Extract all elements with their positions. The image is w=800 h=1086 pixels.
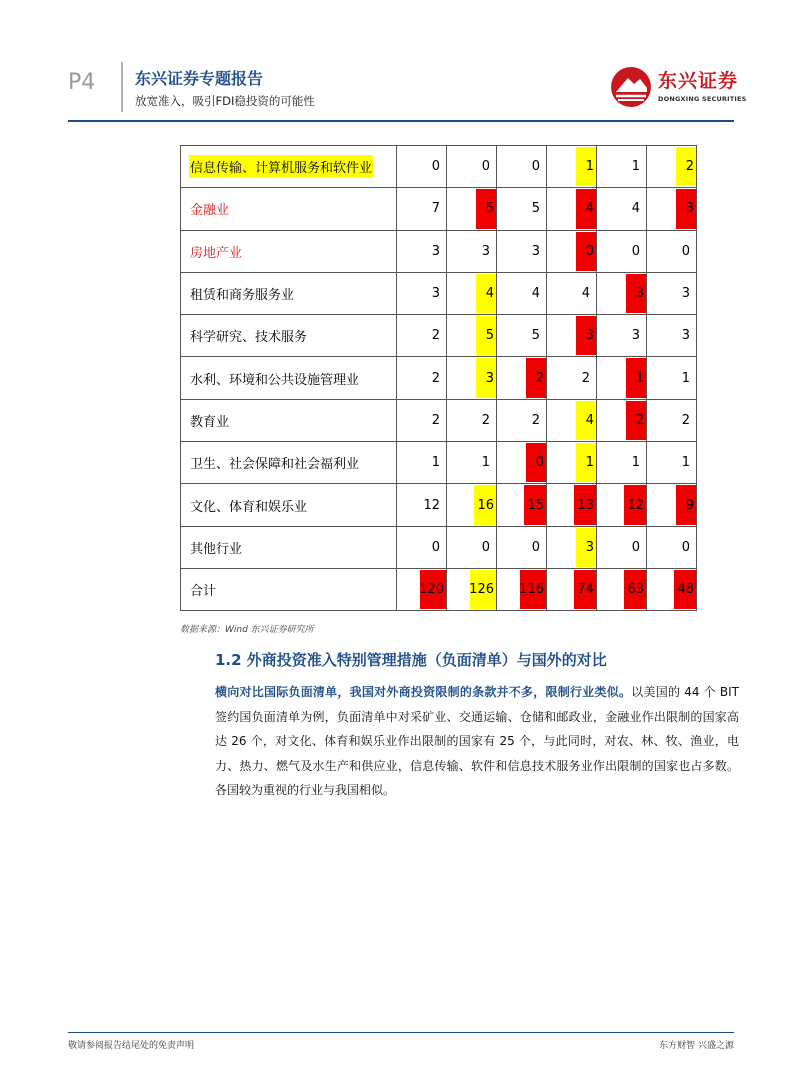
cell-value: 2 — [581, 370, 590, 386]
cell-value: 2 — [681, 412, 690, 428]
value-cell — [497, 568, 547, 610]
row-label: 金融业 — [190, 203, 230, 219]
value-cell — [397, 526, 447, 568]
cell-value: 5 — [531, 328, 540, 344]
value-cell — [647, 399, 697, 441]
value-cell — [397, 399, 447, 441]
cell-value: 9 — [676, 485, 696, 524]
cell-value: 0 — [631, 539, 640, 555]
cell-value: 3 — [576, 528, 596, 567]
value-cell — [647, 357, 697, 399]
row-label: 房地产业 — [190, 245, 243, 261]
cell-value: 3 — [431, 286, 440, 302]
section-title: 1.2 外商投资准入特别管理措施（负面清单）与国外的对比 — [215, 651, 607, 669]
value-cell — [547, 568, 597, 610]
table-row — [181, 272, 697, 314]
value-cell — [597, 146, 647, 188]
value-cell — [497, 230, 547, 272]
cell-value: 13 — [574, 485, 596, 524]
cell-value: 3 — [676, 189, 696, 228]
row-label-cell — [181, 146, 397, 188]
value-cell — [497, 357, 547, 399]
cell-value: 1 — [431, 455, 440, 471]
value-cell — [397, 230, 447, 272]
cell-value: 3 — [681, 328, 690, 344]
cell-value: 0 — [526, 443, 546, 482]
cell-value: 3 — [681, 286, 690, 302]
cell-value: 0 — [576, 232, 596, 271]
row-label-cell — [181, 230, 397, 272]
row-label: 文化、体育和娱乐业 — [190, 499, 308, 515]
cell-value: 15 — [524, 485, 546, 524]
cell-value: 4 — [581, 286, 590, 302]
row-label-cell — [181, 484, 397, 526]
value-cell — [647, 526, 697, 568]
value-cell — [647, 188, 697, 230]
value-cell — [597, 188, 647, 230]
cell-value: 1 — [681, 455, 690, 471]
cell-value: 2 — [526, 358, 546, 397]
row-label-cell — [181, 272, 397, 314]
value-cell — [497, 484, 547, 526]
cell-value: 3 — [631, 328, 640, 344]
row-label: 卫生、社会保障和社会福利业 — [190, 457, 360, 473]
value-cell — [447, 230, 497, 272]
paragraph-lead: 横向对比国际负面清单，我国对外商投资限制的条款并不多，限制行业类似。 — [215, 685, 632, 699]
value-cell — [597, 357, 647, 399]
value-cell — [547, 442, 597, 484]
value-cell — [397, 188, 447, 230]
value-cell — [447, 442, 497, 484]
table-row — [181, 146, 697, 188]
cell-value: 2 — [481, 412, 490, 428]
value-cell — [397, 484, 447, 526]
value-cell — [547, 526, 597, 568]
value-cell — [447, 272, 497, 314]
cell-value: 2 — [626, 401, 646, 440]
value-cell — [447, 357, 497, 399]
value-cell — [447, 188, 497, 230]
row-label: 信息传输、计算机服务和软件业 — [189, 155, 373, 178]
header-separator — [121, 62, 123, 112]
cell-value: 3 — [481, 243, 490, 259]
cell-value: 0 — [631, 243, 640, 259]
row-label-cell — [181, 315, 397, 357]
cell-value: 1 — [481, 455, 490, 471]
value-cell — [597, 484, 647, 526]
value-cell — [447, 568, 497, 610]
logo-text-cn: 东兴证券 — [658, 70, 739, 92]
cell-value: 2 — [431, 412, 440, 428]
cell-value: 5 — [531, 201, 540, 217]
value-cell — [647, 315, 697, 357]
row-label: 教育业 — [190, 414, 230, 430]
value-cell — [547, 230, 597, 272]
row-label-cell — [181, 526, 397, 568]
table-row — [181, 399, 697, 441]
value-cell — [597, 568, 647, 610]
value-cell — [547, 146, 597, 188]
table-row — [181, 188, 697, 230]
dongxing-logo — [610, 66, 747, 112]
cell-value: 74 — [574, 570, 596, 609]
table-row — [181, 357, 697, 399]
value-cell — [547, 315, 597, 357]
value-cell — [647, 272, 697, 314]
value-cell — [547, 357, 597, 399]
cell-value: 0 — [481, 159, 490, 175]
value-cell — [447, 399, 497, 441]
dongxing-logo-icon — [610, 66, 652, 108]
table-row — [181, 526, 697, 568]
footer-rule — [68, 1032, 734, 1033]
value-cell — [447, 315, 497, 357]
report-subtitle: 放宽准入，吸引FDI稳投资的可能性 — [135, 94, 315, 108]
value-cell — [597, 230, 647, 272]
value-cell — [397, 315, 447, 357]
value-cell — [497, 526, 547, 568]
report-title: 东兴证券专题报告 — [135, 69, 264, 88]
cell-value: 63 — [624, 570, 646, 609]
value-cell — [397, 357, 447, 399]
cell-value: 3 — [576, 316, 596, 355]
cell-value: 1 — [576, 147, 596, 186]
value-cell — [647, 230, 697, 272]
cell-value: 0 — [481, 539, 490, 555]
cell-value: 16 — [474, 485, 496, 524]
value-cell — [647, 146, 697, 188]
footer-slogan: 东方财智 兴盛之源 — [659, 1041, 734, 1051]
row-label: 水利、环境和公共设施管理业 — [190, 372, 360, 388]
footer-disclaimer: 敬请参阅报告结尾处的免责声明 — [68, 1041, 195, 1051]
cell-value: 1 — [631, 455, 640, 471]
value-cell — [597, 442, 647, 484]
cell-value: 2 — [531, 412, 540, 428]
value-cell — [597, 399, 647, 441]
cell-value: 2 — [676, 147, 696, 186]
cell-value: 4 — [531, 286, 540, 302]
value-cell — [497, 442, 547, 484]
cell-value: 3 — [626, 274, 646, 313]
source-note: 数据来源：Wind 东兴证券研究所 — [180, 625, 314, 635]
cell-value: 126 — [470, 570, 496, 609]
value-cell — [397, 146, 447, 188]
cell-value: 3 — [476, 358, 496, 397]
cell-value: 1 — [631, 159, 640, 175]
row-label-cell — [181, 442, 397, 484]
value-cell — [497, 315, 547, 357]
value-cell — [397, 442, 447, 484]
cell-value: 3 — [531, 243, 540, 259]
value-cell — [547, 399, 597, 441]
cell-value: 12 — [423, 497, 440, 513]
cell-value: 4 — [576, 189, 596, 228]
cell-value: 1 — [576, 443, 596, 482]
value-cell — [497, 146, 547, 188]
cell-value: 7 — [431, 201, 440, 217]
value-cell — [397, 272, 447, 314]
table-row — [181, 315, 697, 357]
value-cell — [647, 484, 697, 526]
row-label-cell — [181, 568, 397, 610]
value-cell — [497, 272, 547, 314]
row-label-cell — [181, 399, 397, 441]
page-number: P4 — [68, 70, 96, 95]
cell-value: 0 — [531, 159, 540, 175]
value-cell — [497, 188, 547, 230]
value-cell — [547, 188, 597, 230]
cell-value: 120 — [420, 570, 446, 609]
value-cell — [447, 146, 497, 188]
row-label-cell — [181, 357, 397, 399]
value-cell — [647, 442, 697, 484]
paragraph-body: 以美国的 44 个 BIT 签约国负面清单为例，负面清单中对采矿业、交通运输、仓储和邮政业，金融业作出限制的国家高达 26 个，对文化、体育和娱乐业作出限制的国家有 25 个，与此同时，对农、林、牧、渔业，电力、热力、燃气及水生产和供应业，信息传输、软件和信息技术服务业作出限制的国家也占多数。各国较为重视的行业与我国相似。 — [215, 685, 739, 797]
value-cell — [497, 399, 547, 441]
row-label: 其他行业 — [190, 541, 243, 557]
industry-table — [180, 145, 697, 611]
cell-value: 4 — [576, 401, 596, 440]
cell-value: 12 — [624, 485, 646, 524]
cell-value: 1 — [626, 358, 646, 397]
cell-value: 0 — [431, 159, 440, 175]
value-cell — [447, 484, 497, 526]
row-label: 科学研究、技术服务 — [190, 330, 308, 346]
value-cell — [597, 526, 647, 568]
value-cell — [647, 568, 697, 610]
table-row — [181, 568, 697, 610]
row-label-cell — [181, 188, 397, 230]
cell-value: 2 — [431, 370, 440, 386]
cell-value: 5 — [476, 316, 496, 355]
row-label: 租赁和商务服务业 — [190, 288, 295, 304]
cell-value: 48 — [674, 570, 696, 609]
cell-value: 0 — [681, 539, 690, 555]
cell-value: 4 — [631, 201, 640, 217]
table-row — [181, 442, 697, 484]
cell-value: 0 — [531, 539, 540, 555]
value-cell — [547, 272, 597, 314]
value-cell — [547, 484, 597, 526]
header-rule — [68, 120, 734, 122]
section-paragraph — [215, 680, 739, 803]
row-label: 合计 — [190, 584, 217, 600]
value-cell — [447, 526, 497, 568]
cell-value: 1 — [681, 370, 690, 386]
value-cell — [597, 272, 647, 314]
value-cell — [397, 568, 447, 610]
cell-value: 5 — [476, 189, 496, 228]
logo-text-en: DONGXING SECURITIES — [658, 95, 747, 103]
value-cell — [597, 315, 647, 357]
cell-value: 4 — [476, 274, 496, 313]
cell-value: 2 — [431, 328, 440, 344]
cell-value: 3 — [431, 243, 440, 259]
cell-value: 0 — [431, 539, 440, 555]
cell-value: 116 — [520, 570, 546, 609]
table-row — [181, 484, 697, 526]
cell-value: 0 — [681, 243, 690, 259]
table-row — [181, 230, 697, 272]
